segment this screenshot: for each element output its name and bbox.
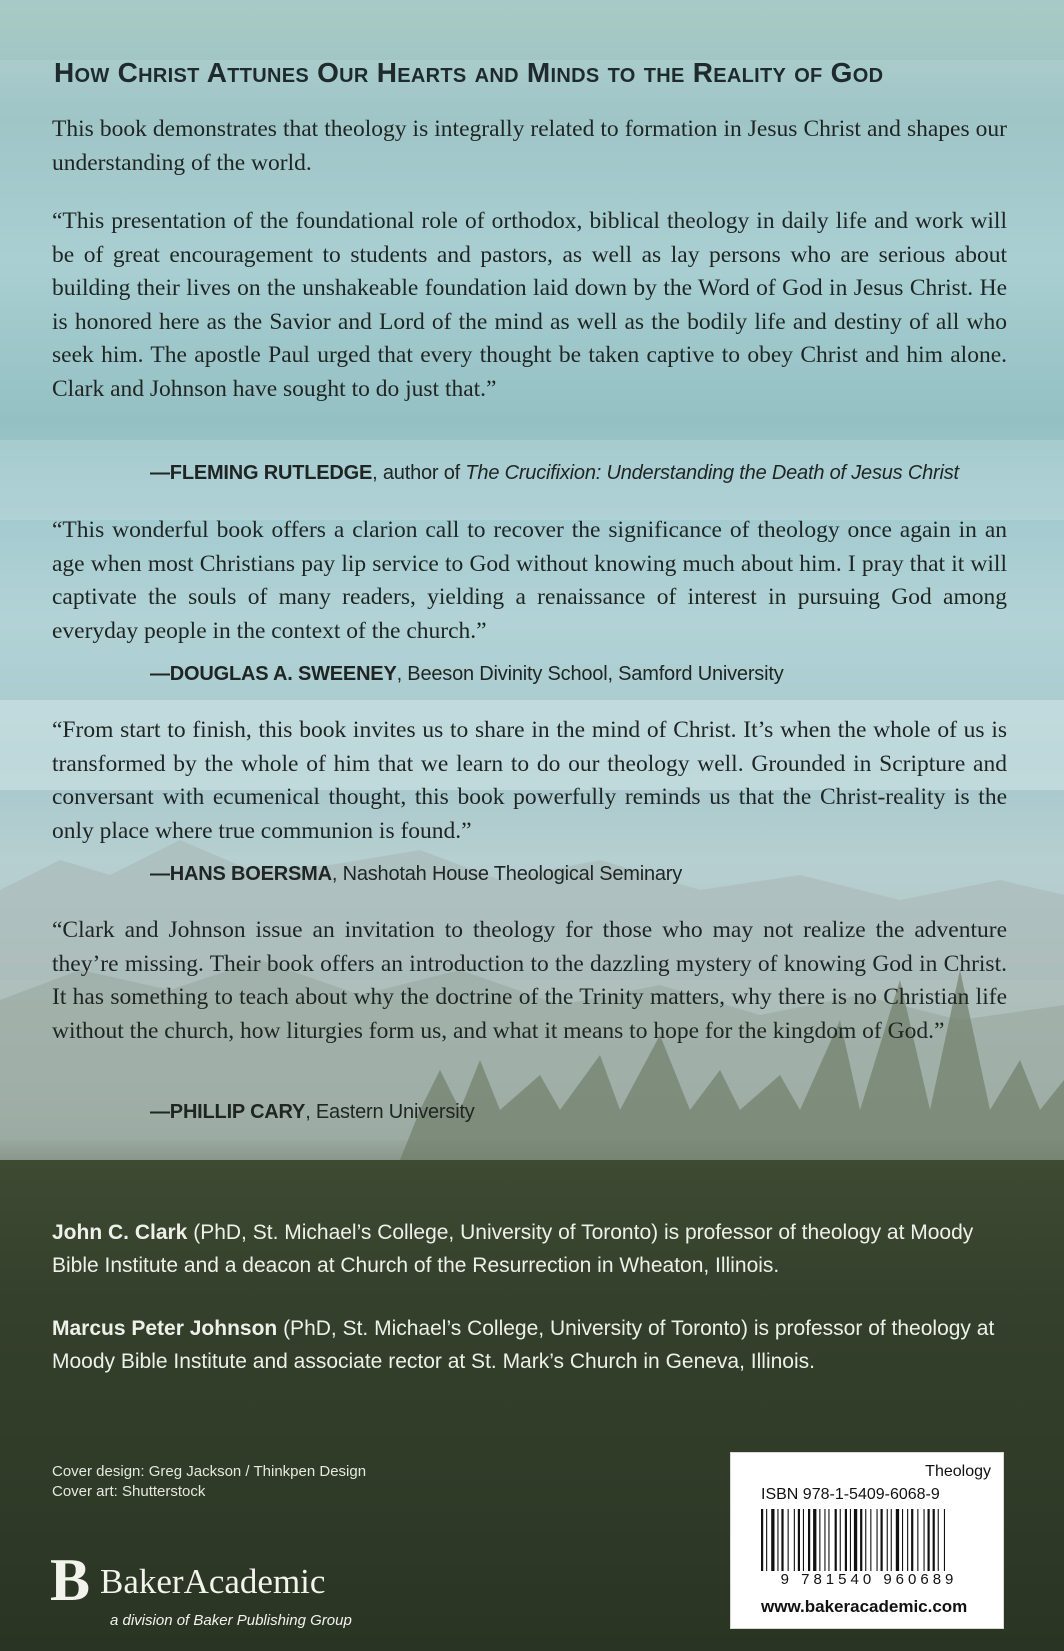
endorsement-attribution bbox=[150, 462, 959, 485]
barcode-bar bbox=[819, 1509, 820, 1571]
endorser-book-title: The Crucifixion: Understanding the Death of Jesus Christ bbox=[465, 462, 959, 484]
barcode-bar bbox=[803, 1509, 804, 1571]
barcode-bar bbox=[881, 1509, 883, 1571]
barcode-bar bbox=[781, 1509, 783, 1571]
barcode-bar bbox=[788, 1509, 789, 1571]
barcode-bar bbox=[870, 1509, 871, 1571]
author-bio bbox=[52, 1312, 1007, 1378]
barcode-bar bbox=[808, 1509, 810, 1571]
publisher-url[interactable]: www.bakeracademic.com bbox=[761, 1597, 968, 1616]
barcode-bar bbox=[911, 1509, 913, 1571]
barcode-bar bbox=[924, 1509, 925, 1571]
cover-art-credit: Cover art: Shutterstock bbox=[52, 1483, 206, 1500]
barcode-bar bbox=[896, 1509, 899, 1571]
barcode-bar bbox=[828, 1509, 829, 1571]
barcode-bar bbox=[798, 1509, 800, 1571]
barcode-digits: 9 781540 960689 bbox=[780, 1571, 958, 1588]
barcode-bar bbox=[777, 1509, 778, 1571]
texture-band bbox=[0, 0, 1064, 60]
endorsement-quote: “From start to finish, this book invites us to share in the mind of Christ. It’s when the whole of us is transformed by the whole of him that we learn to do our theology well. Grounded in Scripture and conversant with ecumenical thought, this book powerfully reminds us that the Christ-reality is the only place where true communion is found.” bbox=[52, 717, 1007, 844]
barcode-bar bbox=[845, 1509, 847, 1571]
endorsement-attribution bbox=[150, 1101, 475, 1124]
author-name: John C. Clark bbox=[52, 1221, 188, 1244]
barcode-bar bbox=[917, 1509, 918, 1571]
barcode-bar bbox=[761, 1509, 763, 1571]
endorser-name: —DOUGLAS A. SWEENEY bbox=[150, 663, 397, 685]
isbn-label: ISBN 978-1-5409-6068-9 bbox=[761, 1486, 940, 1503]
barcode-bar bbox=[835, 1509, 837, 1571]
endorsement-attribution bbox=[150, 863, 682, 886]
endorsement-attribution bbox=[150, 663, 784, 686]
cover-credits bbox=[52, 1462, 366, 1502]
author-bio bbox=[52, 1216, 1007, 1282]
barcode-bar bbox=[933, 1509, 935, 1571]
barcode-bar bbox=[938, 1509, 939, 1571]
author-name: Marcus Peter Johnson bbox=[52, 1317, 278, 1340]
barcode-bar bbox=[824, 1509, 825, 1571]
publisher-logo-mark: B bbox=[50, 1547, 91, 1613]
cover-headline: How Christ Attunes Our Hearts and Minds to the Reality of God bbox=[54, 57, 884, 88]
endorser-affiliation: , Eastern University bbox=[305, 1101, 475, 1123]
endorser-name: —PHILLIP CARY bbox=[150, 1101, 306, 1123]
barcode-bar bbox=[840, 1509, 841, 1571]
book-category: Theology bbox=[925, 1463, 991, 1480]
barcode-bar bbox=[877, 1509, 878, 1571]
barcode-bar bbox=[813, 1509, 816, 1571]
barcode-bar bbox=[865, 1509, 866, 1571]
endorser-name: —HANS BOERSMA bbox=[150, 863, 332, 885]
publisher-name: BakerAcademic bbox=[100, 1562, 326, 1601]
endorser-name: —FLEMING RUTLEDGE bbox=[150, 462, 373, 484]
publisher-subtitle: a division of Baker Publishing Group bbox=[110, 1612, 352, 1629]
barcode-bar bbox=[891, 1509, 892, 1571]
endorsement-quote: “Clark and Johnson issue an invitation to theology for those who may not realize the adventure they’re missing. Their book offers an introduction to the dazzling mystery of knowing God in Christ. It has something to teach about why the doctrine of the Trinity matters, why there is no Christian life without the church, how liturgies form us, and what it means to hope for the kingdom of God.” bbox=[52, 917, 1007, 1044]
barcode-bar bbox=[860, 1509, 862, 1571]
endorser-affiliation: , Beeson Divinity School, Samford University bbox=[396, 663, 784, 685]
author-bio-text: (PhD, St. Michael’s College, University of Toronto) is professor of theology at Moody Bible Institute and a deacon at Church of the Resurrection in Wheaton, Illinois. bbox=[52, 1221, 974, 1277]
barcode-bar bbox=[907, 1509, 908, 1571]
book-description: This book demonstrates that theology is integrally related to formation in Jesus Christ and shapes our understanding of the world. bbox=[52, 116, 1007, 176]
barcode-bar bbox=[850, 1509, 851, 1571]
barcode-bar bbox=[766, 1509, 767, 1571]
barcode-bar bbox=[944, 1509, 945, 1571]
barcode-panel bbox=[730, 1452, 1004, 1629]
barcode-bar bbox=[854, 1509, 857, 1571]
cover-design-credit: Cover design: Greg Jackson / Thinkpen Design bbox=[52, 1463, 367, 1480]
barcode-bar bbox=[887, 1509, 888, 1571]
barcode-bar bbox=[794, 1509, 795, 1571]
endorser-affiliation: , author of bbox=[372, 462, 466, 484]
endorsement-quote: “This presentation of the foundational role of orthodox, biblical theology in daily life and work will be of great encouragement to students and pastors, as well as lay persons who are serious about building their lives on the unshakeable foundation laid down by the Word of God in Jesus Christ. He is honored here as the Savior and Lord of the mind as well as the bodily life and destiny of all who seek him. The apostle Paul urged that every thought be taken captive to obey Christ and him alone. Clark and Johnson have sought to do just that.” bbox=[52, 208, 1007, 402]
barcode-bar bbox=[902, 1509, 903, 1571]
barcode-bar bbox=[928, 1509, 930, 1571]
author-bio-text: (PhD, St. Michael’s College, University of Toronto) is professor of theology at Moody Bible Institute and associate rector at St. Mark’s Church in Geneva, Illinois. bbox=[52, 1317, 995, 1373]
endorsement-quote: “This wonderful book offers a clarion call to recover the significance of theology once again in an age when most Christians pay lip service to God without knowing much about him. I pray that it will captivate the souls of many readers, yielding a renaissance of interest in pursuing God among everyday people in the context of the church.” bbox=[52, 517, 1007, 644]
barcode-bar bbox=[771, 1509, 774, 1571]
endorser-affiliation: , Nashotah House Theological Seminary bbox=[331, 863, 683, 885]
barcode-bars bbox=[761, 1509, 993, 1571]
